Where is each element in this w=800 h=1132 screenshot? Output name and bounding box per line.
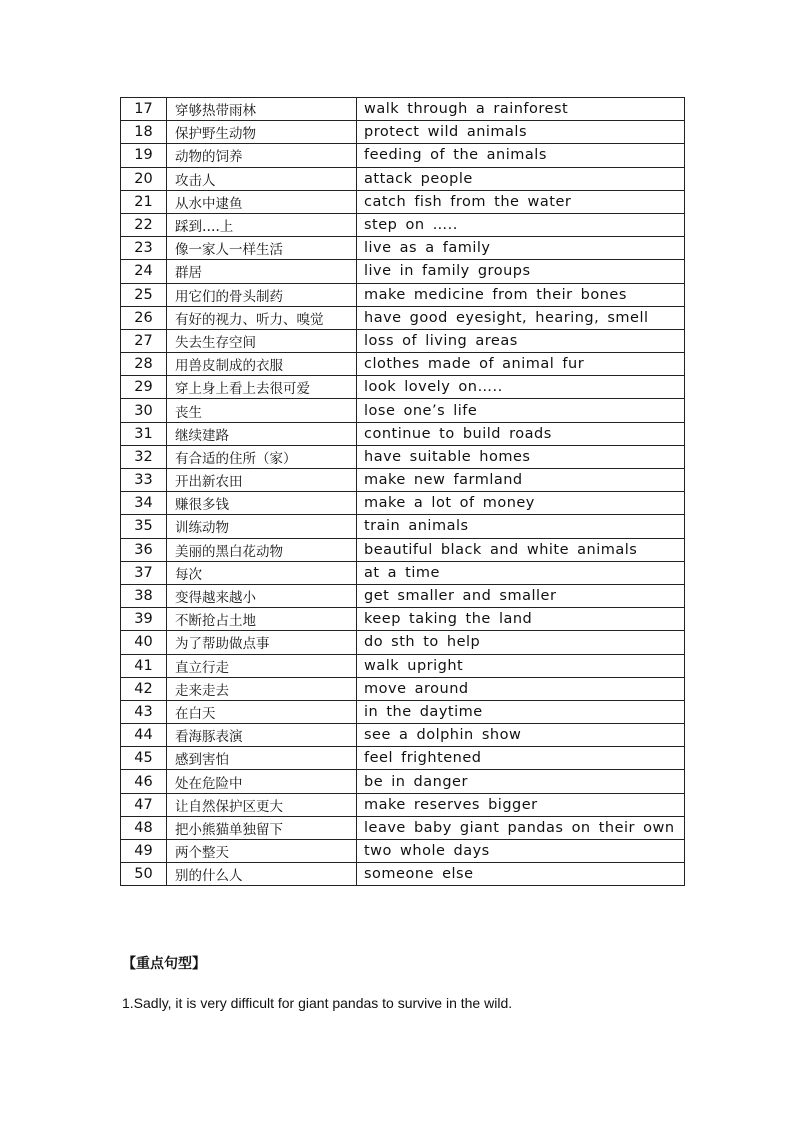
vocabulary-table	[120, 97, 685, 886]
key-sentence: 1.Sadly, it is very difficult for giant pandas to survive in the wild.	[122, 995, 513, 1011]
english-phrase: live as a family	[357, 237, 685, 260]
table-row	[121, 561, 685, 584]
row-number: 42	[121, 677, 167, 700]
row-number: 18	[121, 121, 167, 144]
row-number: 26	[121, 306, 167, 329]
table-row	[121, 213, 685, 236]
english-phrase: feel frightened	[357, 747, 685, 770]
chinese-phrase: 两个整天	[167, 840, 357, 863]
english-phrase: leave baby giant pandas on their own	[357, 816, 685, 839]
row-number: 46	[121, 770, 167, 793]
row-number: 32	[121, 445, 167, 468]
table-row	[121, 353, 685, 376]
section-title: 【重点句型】	[122, 956, 206, 972]
row-number: 38	[121, 584, 167, 607]
english-phrase: lose one’s life	[357, 399, 685, 422]
english-phrase: walk upright	[357, 654, 685, 677]
row-number: 21	[121, 190, 167, 213]
chinese-phrase: 赚很多钱	[167, 492, 357, 515]
chinese-phrase: 让自然保护区更大	[167, 793, 357, 816]
row-number: 40	[121, 631, 167, 654]
row-number: 19	[121, 144, 167, 167]
table-row	[121, 677, 685, 700]
chinese-phrase: 攻击人	[167, 167, 357, 190]
english-phrase: have good eyesight, hearing, smell	[357, 306, 685, 329]
english-phrase: continue to build roads	[357, 422, 685, 445]
row-number: 48	[121, 816, 167, 839]
english-phrase: make medicine from their bones	[357, 283, 685, 306]
table-row	[121, 422, 685, 445]
row-number: 23	[121, 237, 167, 260]
table-row	[121, 608, 685, 631]
table-row	[121, 144, 685, 167]
chinese-phrase: 用兽皮制成的衣服	[167, 353, 357, 376]
english-phrase: make a lot of money	[357, 492, 685, 515]
chinese-phrase: 直立行走	[167, 654, 357, 677]
row-number: 36	[121, 538, 167, 561]
chinese-phrase: 把小熊猫单独留下	[167, 816, 357, 839]
chinese-phrase: 别的什么人	[167, 863, 357, 886]
row-number: 47	[121, 793, 167, 816]
chinese-phrase: 丧生	[167, 399, 357, 422]
chinese-phrase: 感到害怕	[167, 747, 357, 770]
english-phrase: catch fish from the water	[357, 190, 685, 213]
english-phrase: make reserves bigger	[357, 793, 685, 816]
chinese-phrase: 在白天	[167, 700, 357, 723]
table-row	[121, 98, 685, 121]
english-phrase: someone else	[357, 863, 685, 886]
english-phrase: two whole days	[357, 840, 685, 863]
row-number: 45	[121, 747, 167, 770]
row-number: 49	[121, 840, 167, 863]
english-phrase: see a dolphin show	[357, 724, 685, 747]
table-row	[121, 376, 685, 399]
english-phrase: be in danger	[357, 770, 685, 793]
row-number: 20	[121, 167, 167, 190]
chinese-phrase: 失去生存空间	[167, 329, 357, 352]
table-row	[121, 399, 685, 422]
table-row	[121, 863, 685, 886]
table-row	[121, 700, 685, 723]
table-row	[121, 538, 685, 561]
table-row	[121, 121, 685, 144]
chinese-phrase: 有好的视力、听力、嗅觉	[167, 306, 357, 329]
row-number: 17	[121, 98, 167, 121]
english-phrase: clothes made of animal fur	[357, 353, 685, 376]
english-phrase: loss of living areas	[357, 329, 685, 352]
table-row	[121, 654, 685, 677]
chinese-phrase: 处在危险中	[167, 770, 357, 793]
chinese-phrase: 不断抢占土地	[167, 608, 357, 631]
row-number: 35	[121, 515, 167, 538]
table-row	[121, 329, 685, 352]
chinese-phrase: 群居	[167, 260, 357, 283]
table-row	[121, 747, 685, 770]
row-number: 31	[121, 422, 167, 445]
table-row	[121, 816, 685, 839]
row-number: 29	[121, 376, 167, 399]
table-row	[121, 631, 685, 654]
chinese-phrase: 看海豚表演	[167, 724, 357, 747]
english-phrase: in the daytime	[357, 700, 685, 723]
row-number: 27	[121, 329, 167, 352]
table-row	[121, 260, 685, 283]
table-row	[121, 469, 685, 492]
chinese-phrase: 美丽的黑白花动物	[167, 538, 357, 561]
table-row	[121, 515, 685, 538]
english-phrase: at a time	[357, 561, 685, 584]
table-row	[121, 283, 685, 306]
english-phrase: move around	[357, 677, 685, 700]
chinese-phrase: 保护野生动物	[167, 121, 357, 144]
table-row	[121, 770, 685, 793]
english-phrase: walk through a rainforest	[357, 98, 685, 121]
chinese-phrase: 穿上身上看上去很可爱	[167, 376, 357, 399]
english-phrase: train animals	[357, 515, 685, 538]
table-row	[121, 306, 685, 329]
row-number: 34	[121, 492, 167, 515]
table-row	[121, 445, 685, 468]
chinese-phrase: 为了帮助做点事	[167, 631, 357, 654]
chinese-phrase: 用它们的骨头制药	[167, 283, 357, 306]
chinese-phrase: 动物的饲养	[167, 144, 357, 167]
english-phrase: live in family groups	[357, 260, 685, 283]
chinese-phrase: 踩到….上	[167, 213, 357, 236]
table-row	[121, 237, 685, 260]
chinese-phrase: 开出新农田	[167, 469, 357, 492]
table-row	[121, 190, 685, 213]
english-phrase: beautiful black and white animals	[357, 538, 685, 561]
table-row	[121, 793, 685, 816]
table-row	[121, 840, 685, 863]
chinese-phrase: 穿够热带雨林	[167, 98, 357, 121]
row-number: 30	[121, 399, 167, 422]
table-row	[121, 167, 685, 190]
row-number: 22	[121, 213, 167, 236]
row-number: 39	[121, 608, 167, 631]
english-phrase: have suitable homes	[357, 445, 685, 468]
table-row	[121, 492, 685, 515]
chinese-phrase: 每次	[167, 561, 357, 584]
english-phrase: protect wild animals	[357, 121, 685, 144]
table-row	[121, 724, 685, 747]
chinese-phrase: 走来走去	[167, 677, 357, 700]
row-number: 50	[121, 863, 167, 886]
row-number: 33	[121, 469, 167, 492]
english-phrase: feeding of the animals	[357, 144, 685, 167]
chinese-phrase: 像一家人一样生活	[167, 237, 357, 260]
row-number: 25	[121, 283, 167, 306]
table-row	[121, 584, 685, 607]
vocabulary-table-body	[121, 98, 685, 886]
chinese-phrase: 训练动物	[167, 515, 357, 538]
english-phrase: attack people	[357, 167, 685, 190]
english-phrase: get smaller and smaller	[357, 584, 685, 607]
row-number: 37	[121, 561, 167, 584]
row-number: 28	[121, 353, 167, 376]
row-number: 43	[121, 700, 167, 723]
row-number: 24	[121, 260, 167, 283]
row-number: 44	[121, 724, 167, 747]
english-phrase: look lovely on…..	[357, 376, 685, 399]
chinese-phrase: 从水中逮鱼	[167, 190, 357, 213]
chinese-phrase: 有合适的住所（家）	[167, 445, 357, 468]
english-phrase: do sth to help	[357, 631, 685, 654]
english-phrase: keep taking the land	[357, 608, 685, 631]
english-phrase: make new farmland	[357, 469, 685, 492]
english-phrase: step on …..	[357, 213, 685, 236]
row-number: 41	[121, 654, 167, 677]
chinese-phrase: 变得越来越小	[167, 584, 357, 607]
chinese-phrase: 继续建路	[167, 422, 357, 445]
